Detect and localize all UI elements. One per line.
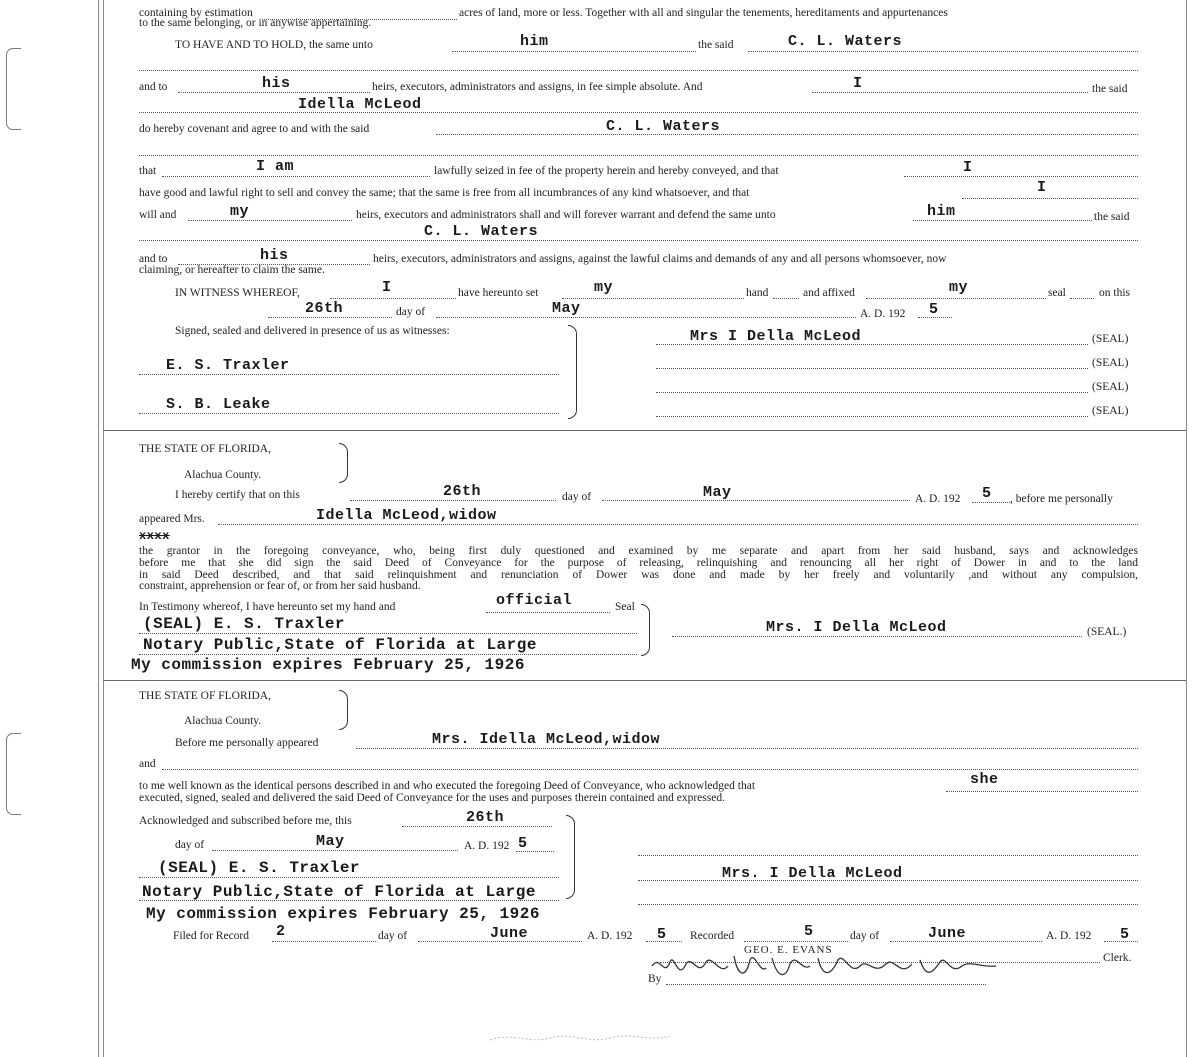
hand-blank [773, 298, 799, 299]
cert1-seal-word: Seal [615, 601, 635, 613]
warrant-text: heirs, executors and administrators shall and will forever warrant and defend the same unto [356, 209, 776, 221]
his-blank-1 [178, 92, 370, 93]
and-to-label: and to [139, 81, 168, 93]
cert2-notary-3: My commission expires February 25, 1926 [146, 905, 540, 923]
record-by: By [648, 973, 662, 985]
witness-2: S. B. Leake [166, 396, 271, 413]
right-margin-rule [1186, 0, 1187, 1057]
record-rec-day: 5 [804, 923, 814, 940]
my-blank-1 [188, 220, 352, 221]
him-blank-2 [913, 220, 1092, 221]
cert1-sig-line [672, 636, 1082, 637]
acres-text: acres of land, more or less. Together with all and singular the tenements, hereditaments and appurtenances [459, 7, 948, 19]
cert1-para-l4: constraint, apprehension or fear of, or from her said husband. [139, 580, 421, 592]
cert1-day-of: day of [562, 491, 592, 503]
deputy-clerk-signature [650, 948, 1000, 988]
cert2-known-a: to me well known as the identical persons described in and who executed the foregoing Deed of Conveyance, who acknowledged that [139, 780, 756, 792]
cert2-day-blank [402, 826, 552, 827]
day-blank [268, 317, 392, 318]
sig-line-3 [656, 392, 1088, 393]
his-1: his [262, 75, 291, 92]
witness-I-blank [330, 298, 456, 299]
record-rec-month: June [928, 925, 967, 942]
deed-month: May [552, 300, 581, 317]
claims-text: heirs, executors, administrators and assigns, against the lawful claims and demands of any and all persons whomsoever, now [373, 253, 947, 265]
cert2-state: THE STATE OF FLORIDA, [139, 690, 271, 702]
record-clerk-name: GEO. E. EVANS [744, 944, 833, 956]
cert2-ack: Acknowledged and subscribed before me, this [139, 815, 352, 827]
cert2-notary-line-2 [139, 900, 559, 901]
cert2-venue-brace [339, 690, 348, 730]
record-recorded: Recorded [690, 930, 735, 942]
binder-hole-bottom [6, 733, 21, 815]
cert2-she: she [970, 771, 999, 788]
record-day-of-2: day of [850, 930, 880, 942]
cert2-sig-line-2 [638, 904, 1138, 905]
record-filed-month: June [490, 925, 529, 942]
cert2-day-of: day of [175, 839, 205, 851]
seal-blank [1070, 298, 1094, 299]
pronoun-blank-2 [904, 176, 1138, 177]
cert1-notary-1: (SEAL) E. S. Traxler [143, 615, 346, 633]
binder-hole-top [6, 48, 21, 130]
cert1-name-blank [218, 524, 1138, 525]
month-blank [436, 317, 856, 318]
cert2-known-b: executed, signed, sealed and delivered the said Deed of Conveyance for the uses and purposes therein contained and expressed. [139, 792, 725, 804]
on-this-text: on this [1099, 287, 1130, 299]
seal-label-2: (SEAL) [1092, 357, 1129, 369]
deed-signature: Mrs I Della McLeod [690, 328, 862, 345]
cert1-name: Idella McLeod,widow [316, 507, 497, 524]
cert2-year: 5 [518, 835, 528, 852]
record-filed-day: 2 [276, 923, 286, 940]
record-filed-day-blank [272, 941, 376, 942]
that-label: that [139, 165, 157, 177]
grantee-blank-3 [139, 240, 1138, 241]
seal-label-3: (SEAL) [1092, 381, 1129, 393]
cert2-month: May [316, 833, 345, 850]
cert2-before-me: Before me personally appeared [175, 737, 319, 749]
the-said-label-1: the said [1092, 83, 1128, 95]
sig-line-2 [656, 368, 1088, 369]
cert1-notary-line-2 [139, 654, 637, 655]
the-said-label-2: the said [1094, 211, 1130, 223]
cert2-name: Mrs. Idella McLeod,widow [432, 731, 661, 748]
seal-my-blank [866, 298, 1046, 299]
witness-my-2: my [949, 279, 969, 296]
pronoun-I-1: I [853, 75, 863, 92]
seized-text: lawfully seized in fee of the property herein and hereby conveyed, and that [434, 165, 779, 177]
good-right-text: have good and lawful right to sell and convey the same; that the same is free from all incumbrances of any kind whatsoever, and that [139, 187, 750, 199]
hand-text: hand [746, 287, 769, 299]
habendum-name: him [520, 33, 549, 50]
cert2-notary-line-1 [139, 877, 559, 878]
will-and-label: will and [139, 209, 177, 221]
cert1-venue-brace [339, 443, 348, 483]
blank-line-2 [139, 155, 1138, 156]
cert1-notary-line-1 [139, 633, 637, 634]
witness-my-blank [562, 298, 744, 299]
cert1-struck: xxxx [139, 529, 170, 543]
cert1-before-me: , before me personally [1010, 493, 1113, 505]
cert1-appeared: appeared Mrs. [139, 513, 205, 525]
witness-my: my [594, 279, 614, 296]
cert2-month-blank [212, 850, 458, 851]
cert1-county: Alachua County. [184, 469, 262, 481]
estimation-label: containing by estimation [139, 7, 253, 19]
covenant-blank [436, 134, 1138, 135]
covenant-text: do hereby covenant and agree to and with the said [139, 123, 370, 135]
cert2-ad: A. D. 192 [464, 840, 510, 852]
the-said-label: the said [698, 39, 734, 51]
cert1-testimony: In Testimony whereof, I have hereunto set my hand and [139, 601, 396, 613]
grantee-blank [748, 51, 1138, 52]
cert2-notary-brace [566, 815, 575, 899]
left-margin-rule-inner [103, 0, 104, 1057]
cert1-seal-label: (SEAL.) [1087, 626, 1127, 638]
record-rec-month-blank [890, 941, 1042, 942]
witness-I: I [382, 279, 392, 296]
deed-day: 26th [305, 300, 344, 317]
and-to-label-2: and to [139, 253, 168, 265]
stamp-bleed [490, 1028, 670, 1048]
record-filed-year: 5 [657, 926, 667, 943]
cert2-and: and [139, 758, 156, 770]
grantee-name-2: C. L. Waters [606, 118, 721, 135]
cert2-name-blank [356, 748, 1138, 749]
cert2-and-blank [162, 769, 1138, 770]
deed-ad: A. D. 192 [860, 308, 906, 320]
claiming-text: claiming, or hereafter to claim the same. [139, 264, 325, 276]
record-ad-2: A. D. 192 [1046, 930, 1092, 942]
heirs-fee-text: heirs, executors, administrators and assigns, in fee simple absolute. And [372, 81, 703, 93]
cert1-state: THE STATE OF FLORIDA, [139, 443, 271, 455]
pronoun-blank-1 [812, 92, 1088, 93]
affixed-text: and affixed [803, 287, 855, 299]
my-1: my [230, 203, 250, 220]
cert1-official-blank [486, 612, 610, 613]
cert1-certify: I hereby certify that on this [175, 489, 300, 501]
deed-year-digit: 5 [929, 301, 939, 318]
cert1-para-l1: the grantor in the foregoing conveyance, who, being first duly questioned and examined by me separate and apart from her said husband, says and acknowledges [139, 545, 1138, 557]
section-divider-1 [103, 430, 1186, 431]
i-am-blank [162, 176, 430, 177]
cert1-para-l3: in said Deed described, and that said relinquishment and renunciation of Dower was done and made by her freely and voluntarily ,and without any compulsion, [139, 569, 1138, 581]
record-day-of: day of [378, 930, 408, 942]
cert2-day: 26th [466, 809, 505, 826]
record-rec-day-blank [744, 941, 848, 942]
cert1-month-blank [602, 500, 910, 501]
witness-set-text: have hereunto set [458, 287, 539, 299]
record-clerk-label: Clerk. [1103, 952, 1132, 964]
witness-1-line [139, 374, 559, 375]
cert2-year-blank [516, 851, 554, 852]
cert1-day: 26th [443, 483, 482, 500]
habendum-label: TO HAVE AND TO HOLD, the same unto [175, 39, 373, 51]
cert1-notary-3: My commission expires February 25, 1926 [131, 656, 525, 674]
cert1-official: official [496, 592, 573, 609]
cert2-notary-1: (SEAL) E. S. Traxler [158, 859, 361, 877]
seal-label-1: (SEAL) [1092, 333, 1129, 345]
section-divider-2 [103, 680, 1186, 681]
cert1-notary-2: Notary Public,State of Florida at Large [143, 636, 537, 654]
pronoun-blank-3 [962, 198, 1138, 199]
grantor-name: Idella McLeod [298, 96, 422, 113]
seal-text: seal [1048, 287, 1066, 299]
cert1-year-blank [972, 502, 1010, 503]
cert2-signature: Mrs. I Della McLeod [722, 865, 903, 882]
record-filed: Filed for Record [173, 930, 250, 942]
him-2: him [927, 203, 956, 220]
cert2-she-blank [946, 791, 1138, 792]
cert2-county: Alachua County. [184, 715, 262, 727]
pronoun-I-3: I [1037, 179, 1047, 196]
witness-label: IN WITNESS WHEREOF, [175, 287, 300, 299]
record-ad: A. D. 192 [587, 930, 633, 942]
his-2: his [260, 247, 289, 264]
grantor-blank [139, 112, 1138, 113]
seal-label-4: (SEAL) [1092, 405, 1129, 417]
cert1-signature: Mrs. I Della McLeod [766, 619, 947, 636]
witness-2-line [139, 413, 559, 414]
belonging-text: to the same belonging, or in anywise appertaining. [139, 17, 372, 29]
cert1-notary-brace [641, 604, 650, 656]
witness-1: E. S. Traxler [166, 357, 290, 374]
sig-line-4 [656, 416, 1088, 417]
cert1-day-blank [350, 500, 556, 501]
record-rec-year: 5 [1120, 926, 1130, 943]
cert1-ad: A. D. 192 [915, 493, 961, 505]
deed-day-of: day of [396, 306, 426, 318]
blank-line-1 [139, 70, 1138, 71]
left-margin-rule [98, 0, 99, 1057]
cert1-para-l2: before me that she did sign the said Deed of Conveyance for the purpose of releasing, relinquishing and renouncing all her right of Dower in and to the land [139, 557, 1138, 569]
cert1-year: 5 [982, 485, 992, 502]
grantee-name: C. L. Waters [788, 33, 903, 50]
witness-brace [568, 325, 577, 419]
cert2-notary-2: Notary Public,State of Florida at Large [142, 883, 536, 901]
signed-sealed-text: Signed, sealed and delivered in presence of us as witnesses: [175, 325, 450, 337]
grantee-name-3: C. L. Waters [424, 223, 539, 240]
i-am: I am [256, 158, 295, 175]
cert2-sig-line-0 [638, 855, 1138, 856]
habendum-blank [452, 51, 696, 52]
cert1-month: May [703, 484, 732, 501]
pronoun-I-2: I [963, 159, 973, 176]
